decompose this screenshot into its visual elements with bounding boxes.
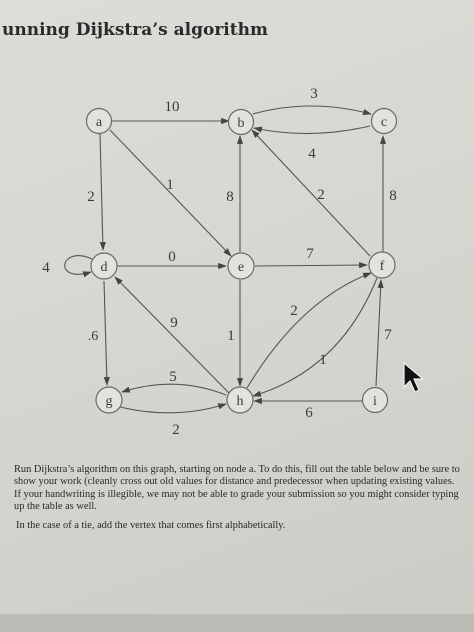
- weight-h-g: 5: [169, 369, 177, 385]
- weight-g-h: 2: [172, 422, 180, 438]
- node-f-label: f: [379, 259, 385, 274]
- node-f: [369, 252, 395, 278]
- weight-h-f: 2: [290, 303, 298, 319]
- weight-b-c: 3: [310, 86, 318, 102]
- node-g: [96, 387, 122, 413]
- edge-b-c: [253, 106, 371, 114]
- node-a: [87, 109, 112, 134]
- weight-i-h: 6: [305, 405, 313, 421]
- edge-d-g: [104, 281, 107, 385]
- weight-e-h: 1: [227, 328, 235, 344]
- edge-f-h: [253, 278, 377, 396]
- desk-strip: [0, 614, 474, 632]
- weight-a-e: 1: [166, 177, 174, 193]
- edge-e-f: [255, 265, 367, 266]
- node-e: [228, 253, 254, 279]
- node-c-label: c: [380, 115, 388, 130]
- node-b-label: b: [237, 116, 245, 131]
- edge-i-f: [376, 280, 381, 386]
- weight-h-d: 9: [170, 315, 178, 331]
- weight-f-b: 2: [317, 187, 325, 203]
- weight-e-f: 7: [306, 246, 314, 262]
- node-d: [91, 253, 117, 279]
- edge-d-d-loop: [65, 256, 92, 275]
- weight-c-b: 4: [308, 146, 316, 162]
- weight-i-f: 7: [384, 327, 392, 343]
- weight-f-c: 8: [389, 188, 397, 204]
- instructions-paragraph-1: Run Dijkstra’s algorithm on this graph, starting on node a. To do this, fill out the table below and be sure to show your work (cleanly cross out old values for distance and predecessor when updating existing values. If your handwriting is illegible, we may not be able to grade your submission so you might consider typing up the table as well.: [14, 464, 460, 512]
- edge-a-d: [100, 134, 103, 250]
- edge-h-f: [247, 273, 371, 388]
- weight-f-h: 1: [319, 352, 327, 368]
- node-b: [229, 110, 254, 135]
- weight-d-d: 4: [42, 260, 50, 276]
- weight-d-e: 0: [168, 249, 176, 265]
- instructions-paragraph-2: In the case of a tie, add the vertex that comes first alphabetically.: [16, 520, 286, 532]
- node-h: [227, 387, 253, 413]
- mouse-pointer-icon: [402, 361, 428, 399]
- edge-c-b: [254, 126, 370, 134]
- instructions: [14, 464, 462, 539]
- edge-a-e: [110, 130, 231, 256]
- node-i: [363, 388, 388, 413]
- edge-h-g: [122, 384, 226, 395]
- node-c: [372, 109, 397, 134]
- node-a-label: a: [95, 115, 103, 130]
- node-d-label: d: [100, 260, 108, 275]
- node-i-label: i: [373, 394, 377, 409]
- page-title: unning Dijkstra’s algorithm: [2, 20, 268, 40]
- node-g-label: g: [105, 394, 113, 409]
- weight-e-b: 8: [226, 189, 234, 205]
- weight-a-d: 2: [87, 189, 95, 205]
- node-h-label: h: [236, 394, 244, 409]
- node-e-label: e: [237, 260, 245, 275]
- weight-a-b: 10: [164, 99, 180, 115]
- edge-g-h: [120, 404, 226, 413]
- weight-d-g: .6: [87, 329, 99, 344]
